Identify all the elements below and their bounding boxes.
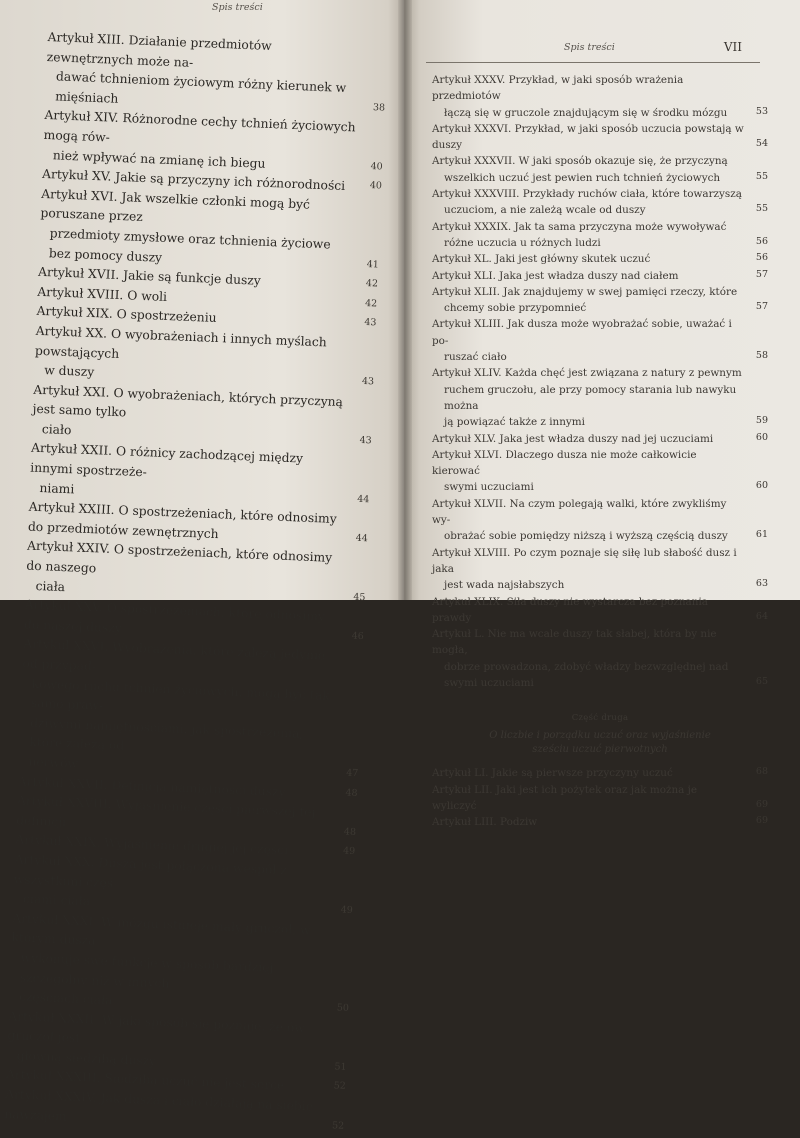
toc-entry-title: Artykuł XXIII. O spostrzeżeniach, które odnosimy do przedmiotów zewnętrznych	[27, 499, 337, 542]
toc-entry-continuation: ciała	[35, 578, 66, 594]
toc-entry	[432, 219, 768, 252]
left-running-head: Spis treści	[212, 2, 263, 13]
right-running-head: Spis treści	[564, 42, 615, 53]
toc-entry-title: Artykuł LII. Jaki jest ich pożytek oraz jak można je wyliczyć	[432, 783, 698, 812]
toc-entry-continuation: ruszać ciało	[444, 351, 507, 364]
toc-page-number: 41	[366, 258, 379, 270]
toc-entry-title: Artykuł LI. Jakie są pierwsze przyczyny uczuć	[432, 767, 673, 780]
toc-entry	[432, 765, 768, 781]
toc-entry	[432, 268, 768, 284]
toc-entry-title: Artykuł XXXI. W mózgu istnieje mały gruczoł, w którym dusza	[11, 911, 311, 948]
toc-entry-continuation: wszelkich uczuć jest pewien ruch tchnień życiowych	[444, 171, 721, 184]
toc-entry	[9, 909, 353, 1021]
toc-entry-title: Artykuł XXXVII. W jaki sposób okazuje się, że przyczyną	[432, 155, 728, 168]
toc-entry-title: Artykuł XLII. Jak znajdujemy w swej pamięci rzeczy, które	[432, 285, 738, 298]
toc-entry-continuation: wykonuje swe funkcje w sposób bardziej szczególny niż w innych	[19, 950, 274, 991]
toc-entry-title: Artykuł XXXIII. Siedzibą uczuć nie jest serce	[5, 1067, 285, 1093]
toc-page-number: 59	[755, 415, 768, 427]
toc-page-number: 45	[353, 591, 366, 603]
toc-page-number: 43	[361, 375, 375, 388]
toc-page-number: 49	[342, 845, 356, 858]
header-rule	[426, 62, 760, 63]
toc-entry	[432, 121, 768, 154]
toc-page-number: 64	[755, 610, 768, 622]
toc-page-number: 44	[357, 493, 370, 505]
toc-page-number: 52	[333, 1080, 346, 1093]
toc-entry-continuation: dawać tchnieniom życiowym różny kierunek w mięśniach	[54, 69, 347, 106]
toc-page-number: 51	[334, 1061, 347, 1073]
toc-entry	[18, 635, 363, 786]
toc-entry-continuation: nerwów	[28, 754, 79, 771]
toc-entry-continuation: kowego ruchu tchnień życiowych, mogą być tak samo praw-	[30, 676, 330, 713]
toc-entry-continuation: jest wada najsłabszych	[444, 579, 565, 592]
toc-entry-continuation: obrażać sobie pomiędzy niższą i wyższą częścią duszy	[444, 530, 728, 543]
toc-page-number: 53	[755, 105, 768, 117]
toc-page-number: 42	[365, 278, 379, 290]
toc-entry	[432, 545, 768, 594]
toc-entry-continuation: ciało	[41, 421, 72, 438]
toc-page-number: 57	[755, 301, 768, 313]
toc-entry	[432, 251, 768, 267]
toc-page-number: 69	[755, 815, 768, 827]
toc-page-number: 57	[755, 268, 768, 280]
toc-page-number: 38	[372, 101, 386, 114]
toc-entry-title: Artykuł XVIII. O woli	[37, 284, 168, 304]
toc-entry-title: Artykuł XXX. Dusza jest połączona wespół z wszystkimi częś-	[13, 852, 288, 890]
section-subtitle	[432, 729, 768, 757]
toc-entry-title: Artykuł XLV. Jaka jest władza duszy nad jej uczuciami	[432, 432, 714, 445]
right-toc-list	[432, 72, 768, 830]
toc-entry-continuation: niami	[39, 480, 75, 497]
toc-entry	[432, 153, 768, 186]
toc-page-number: 65	[755, 675, 768, 687]
toc-entry-title: Artykuł XXVIII. Wyjaśnienie części pierwszej tej definicji	[15, 793, 316, 830]
toc-entry	[432, 72, 768, 121]
toc-entry-continuation: ciami ciała	[22, 891, 91, 909]
toc-entry-title: Artykuł XVII. Jakie są funkcje duszy	[37, 264, 262, 288]
toc-entry-title: Artykuł XV. Jakie są przyczyny ich różnorodności	[41, 167, 346, 194]
toc-page-number: 55	[755, 170, 768, 182]
toc-page-number: 48	[345, 787, 358, 799]
toc-page-number: 40	[369, 180, 383, 192]
right-page	[404, 0, 800, 829]
toc-entry-continuation: w duszy	[43, 363, 95, 380]
toc-page-number: 43	[359, 434, 372, 447]
toc-entry-continuation: dziwymi namiętnościami, jak spostrzeżenia, które zależą od	[29, 715, 304, 754]
toc-page-number: 55	[755, 203, 768, 215]
toc-entry-title: Artykuł XXXVIII. Przykłady ruchów ciała, które towarzyszą	[432, 188, 742, 201]
toc-entry-title: Artykuł XXII. O różnicy zachodzącej między innymi spostrzeże-	[30, 441, 304, 480]
toc-page-number: 60	[755, 431, 768, 443]
toc-entry-title: Artykuł XLI. Jaka jest władza duszy nad ciałem	[432, 269, 679, 282]
toc-page-number: 54	[755, 138, 768, 150]
toc-entry-title: Artykuł XXI. O wyobrażeniach, których przyczyną jest samo tylko	[32, 382, 344, 420]
toc-entry-continuation: swymi uczuciami	[444, 481, 534, 494]
toc-entry-title: Artykuł XXVII. Definicja namiętności duszy	[17, 773, 286, 799]
toc-entry-title: Artykuł XXXV. Przykład, w jaki sposób wrażenia przedmiotów	[432, 74, 684, 103]
toc-page-number: 56	[755, 235, 768, 247]
toc-entry-title: Artykuł XLIX. Siła duszy nie wystarcza bez poznania prawdy	[432, 595, 708, 624]
toc-page-number: 60	[755, 480, 768, 492]
toc-entry-title: Artykuł XLIII. Jak dusza może wyobrażać sobie, uważać i po-	[432, 318, 732, 347]
page-number: VII	[723, 40, 742, 54]
toc-entry-continuation: nież wpływać na zmianę ich biegu	[52, 147, 266, 171]
toc-entry-title: Artykuł XXIX. Wyjaśnienie drugiej jej części	[15, 832, 289, 858]
toc-entry-title: Artykuł XXXVI. Przykład, w jaki sposób uczucia powstają w duszy	[432, 122, 744, 152]
toc-entry-continuation: dobrze prowadzona, zdobyć władzy bezwzględnej nad	[444, 660, 729, 673]
left-toc-list	[4, 28, 388, 1138]
book-gutter	[398, 0, 412, 600]
toc-page-number: 58	[755, 350, 768, 362]
toc-entry	[39, 185, 382, 277]
toc-page-number: 68	[755, 766, 768, 778]
toc-page-number: 40	[370, 160, 383, 173]
toc-entry-title: Artykuł XLVII. Na czym polegają walki, które zwykliśmy wy-	[432, 497, 727, 527]
toc-entry-title: Artykuł LIII. Podziw	[432, 816, 538, 829]
toc-entry-title: Artykuł L. Nie ma wcale duszy tak słabej, która by nie mogła,	[432, 628, 717, 657]
section-heading: Część druga	[571, 713, 629, 724]
toc-entry-title: Artykuł XIII. Działanie przedmiotów zewnętrznych może na-	[46, 29, 273, 70]
toc-page-number: 47	[346, 767, 359, 780]
toc-page-number: 56	[755, 252, 768, 264]
toc-entry-continuation: różne uczucia u różnych ludzi	[444, 236, 601, 249]
toc-page-number: 46	[351, 630, 365, 642]
toc-page-number: 52	[331, 1119, 345, 1132]
toc-entry-title: Artykuł XX. O wyobrażeniach i innych myślach powstających	[34, 323, 327, 361]
toc-page-number: 69	[755, 798, 768, 810]
toc-entry	[432, 626, 768, 691]
toc-entry-continuation: częściach ciała	[18, 989, 113, 1008]
toc-page-number: 44	[355, 532, 368, 545]
toc-entry-continuation: chcemy sobie przypomnieć	[444, 302, 587, 315]
toc-entry-continuation: główną siedzibą duszy	[16, 1048, 157, 1069]
toc-entry-title: Artykuł XLVIII. Po czym poznaje się siłę lub słabość dusz i jaka	[432, 546, 737, 575]
toc-entry	[432, 496, 768, 545]
toc-entry-title: Artykuł XVI. Jak wszelkie członki mogą być poruszane przez	[40, 186, 311, 225]
toc-entry	[432, 186, 768, 219]
toc-entry-title: Artykuł XL. Jaki jest główny skutek uczuć	[432, 253, 651, 266]
toc-entry	[432, 447, 768, 496]
toc-entry-title: Artykuł XXXIX. Jak ta sama przyczyna może wywoływać	[432, 220, 727, 233]
toc-page-number: 48	[343, 826, 357, 838]
toc-entry-continuation: swymi uczuciami	[444, 676, 534, 689]
toc-page-number: 42	[364, 297, 378, 310]
toc-entry-title: Artykuł XLVI. Dlaczego dusza nie może całkowicie kierować	[432, 448, 697, 478]
toc-entry-continuation: łączą się w gruczole znajdującym się w środku mózgu	[444, 106, 728, 119]
toc-page-number: 61	[755, 529, 768, 541]
toc-entry	[432, 284, 768, 317]
toc-entry	[432, 365, 768, 430]
toc-entry-title: Artykuł XXXII. W jaki sposób się poznaje, że ów gruczoł jest	[7, 1008, 306, 1046]
toc-entry-title: Artykuł XXIV. O spostrzeżeniach, które odnosimy do naszego	[26, 539, 333, 576]
toc-entry-continuation: ją powiązać także z innymi	[444, 416, 585, 429]
toc-entry-continuation: ruchem gruczołu, ale przy pomocy starania lub nawyku można	[444, 383, 737, 412]
toc-entry-title: Artykuł XLIV. Każda chęć jest związana z natury z pewnym	[432, 367, 742, 380]
section-subtitle-line: O liczbie i porządku uczuć oraz wyjaśnienie	[489, 730, 711, 742]
toc-page-number: 50	[336, 1002, 350, 1014]
toc-entry-title: Artykuł XXXIV. Jak dusza i ciało działają na siebie nawzajem	[4, 1087, 314, 1124]
toc-page-number: 43	[364, 317, 377, 329]
toc-entry-title: Artykuł XIX. O spostrzeżeniu	[36, 304, 217, 326]
toc-page-number: 49	[340, 904, 354, 917]
toc-entry	[432, 431, 768, 447]
toc-entry	[432, 316, 768, 365]
section-subtitle-line: sześciu uczuć pierwotnych	[532, 744, 668, 756]
toc-entry	[432, 814, 768, 830]
toc-entry	[45, 28, 388, 120]
toc-entry-title: Artykuł XXVI. Wyobrażenia, które zależą jedynie od przypad-	[22, 636, 326, 674]
toc-entry	[432, 594, 768, 627]
toc-entry-continuation: uczuciom, a nie zależą wcale od duszy	[444, 204, 646, 217]
toc-entry-title: Artykuł XXV. O spostrzeżeniach, które odnosimy do naszej duszy	[23, 597, 326, 636]
toc-entry	[432, 782, 768, 815]
toc-page-number: 63	[755, 578, 768, 590]
toc-entry-continuation: przedmioty zmysłowe oraz tchnienia życiowe bez pomocy duszy	[48, 226, 331, 265]
toc-entry-title: Artykuł XIV. Różnorodne cechy tchnień życiowych mogą rów-	[43, 108, 356, 145]
